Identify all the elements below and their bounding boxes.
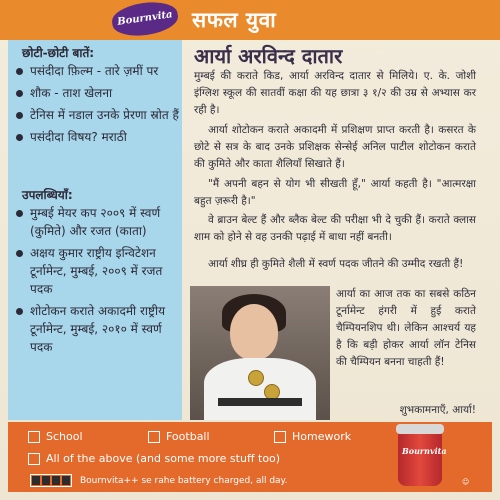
header-bar [0,0,500,40]
article-paragraph: वे ब्राउन बेल्ट हैं और ब्लैक बेल्ट की परीक्षा भी दे चुकी हैं। कराते क्लास शाम को होने से वह उनकी पढ़ाई में बाधा नहीं बनती। [194,214,476,243]
option-football[interactable] [148,430,210,443]
article-paragraph: आर्या शोटोकन कराते अकादमी में प्रशिक्षण प्राप्त करती है। कसरत के छोटे से सत्र के बाद उनके प्रशिक्षक सेन्सेई अनिल पाटील शोटोकन कराते की कुमिते और काता शैलियाँ सिखाते हैं। [194,124,476,170]
article-paragraph: आर्या शीघ्र ही कुमिते शैली में स्वर्ण पदक जीतने की उम्मीद रखती हैं! [208,258,464,270]
photo-belt [218,398,302,406]
right-column-text: आर्या का आज तक का सबसे कठिन टूर्नामेन्ट हंगरी में हुई कराते चैम्पियनशिप थी। लेकिन आश्चर्य यह है कि बड़ी होकर आर्या लॉन टेनिस की चैम्पियन बनना चाहती हैं! [336,288,476,368]
achievements-list [14,204,180,360]
sidebar-panel [8,40,182,420]
achievements-heading: उपलब्धियाँ: [22,188,73,202]
closing-wish: शुभकामनाएँ, आर्या! [399,404,476,416]
photo-face [230,304,278,360]
ad-footer [8,422,492,492]
photo-karate-girl [190,286,330,420]
option-label: School [46,430,83,443]
corner-mark: ☺ [462,478,470,486]
brand-logo-text: Bournvita [116,9,174,28]
list-item: टेनिस में नडाल उनके प्रेरणा स्रोत हैं [14,106,180,124]
list-item: अक्षय कुमार राष्ट्रीय इन्विटेशन टूर्नामेन्ट, मुम्बई, २००९ में रजत पदक [14,244,180,298]
option-all[interactable] [28,452,280,465]
medal-icon [248,370,264,386]
option-school[interactable] [28,430,83,443]
list-item: पसंदीदा फ़िल्म - तारे ज़मीं पर [14,62,180,80]
option-label: Homework [292,430,352,443]
list-item: शौक - ताश खेलना [14,84,180,102]
article-paragraph: "मैं अपनी बहन से योग भी सीखती हूँ," आर्या कहती है। "आत्मरक्षा बहुत ज़रूरी है।" [194,178,476,207]
checkbox-icon[interactable] [28,453,40,465]
section-title: सफल युवा [192,8,277,32]
checkbox-icon[interactable] [148,431,160,443]
ad-tagline: Bournvita++ se rahe battery charged, all day. [80,476,288,486]
option-label: All of the above (and some more stuff too) [46,452,281,465]
checkbox-icon[interactable] [274,431,286,443]
small-things-heading: छोटी-छोटी बातें: [22,46,95,60]
product-jar [398,428,447,486]
article-paragraph: मुम्बई की कराते किड, आर्या अरविन्द दातार से मिलिये। ए. के. जोशी इंग्लिश स्कूल की सातवीं कक्षा की यह छात्रा ३ १/२ की उम्र से अभ्यास कर रही है। [194,70,476,116]
option-label: Football [166,430,210,443]
list-item: मुम्बई मेयर कप २००९ में स्वर्ण (कुमिते) और रजत (काता) [14,204,180,240]
jar-label: Bournvita [402,446,447,456]
list-item: शोटोकन कराते अकादमी राष्ट्रीय टूर्नामेन्ट, मुम्बई, २०१० में स्वर्ण पदक [14,302,180,356]
battery-icon [30,474,72,487]
checkbox-icon[interactable] [28,431,40,443]
list-item: पसंदीदा विषय? मराठी [14,128,180,146]
article-title: आर्या अरविन्द दातार [194,44,343,68]
option-homework[interactable] [274,430,351,443]
photo-karate-uniform [204,358,316,420]
facts-list [14,62,180,150]
jar-lid [396,424,444,434]
brand-logo [110,0,180,39]
